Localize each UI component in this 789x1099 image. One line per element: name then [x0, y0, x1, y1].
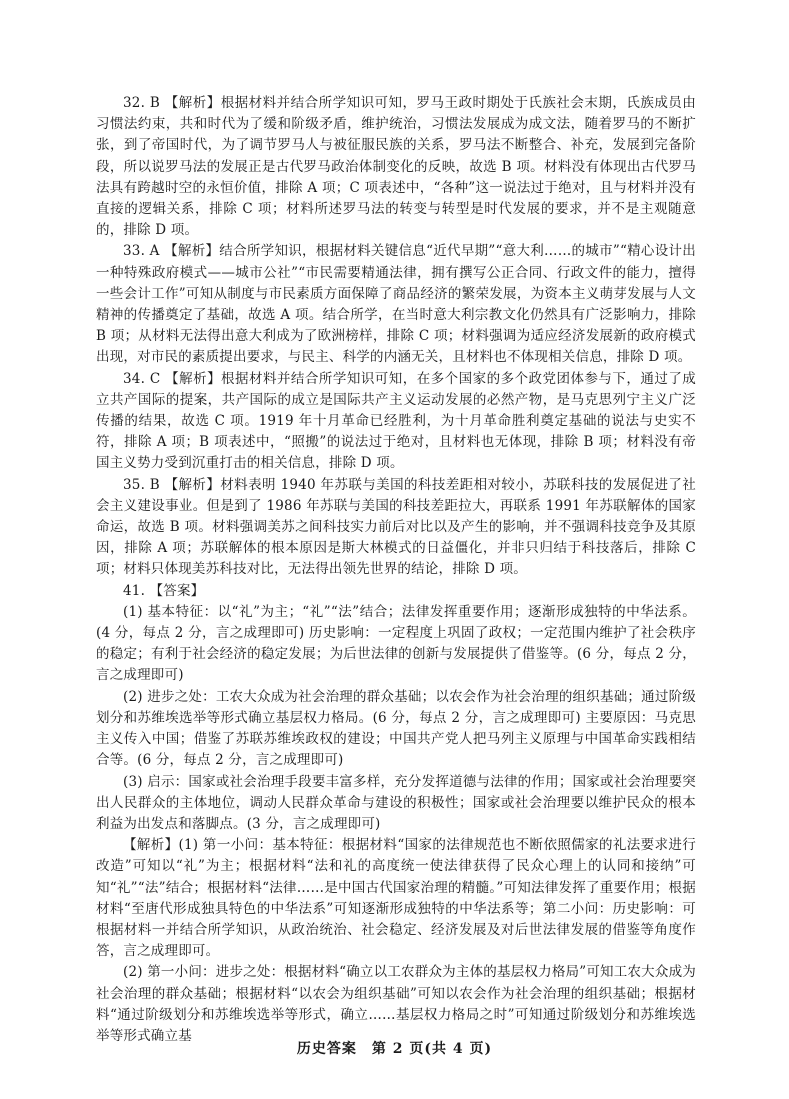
analysis-41-part-2: (2) 第一小问：进步之处：根据材料“确立以工农群众为主体的基层权力格局”可知工农大众成为社会治理的群众基础；根据材料“以农会为组织基础”可知以农会作为社会治理的组织基础；根据材料“通过阶级划分和苏维埃选举等形式，确立……基层权力格局之时”可知通过阶级划分和苏维埃选举等形式确立基	[96, 964, 696, 1044]
answer-35: 35. B 【解析】材料表明 1940 年苏联与美国的科技差距相对较小，苏联科技的发展促进了社会主义建设事业。但是到了 1986 年苏联与美国的科技差距拉大，再联系 1991 年苏联解体的国家命运，故选 B 项。材料强调美苏之间科技实力前后对比以及产生的影响，并不强调科技竞争及其原因，排除 A 项；苏联解体的根本原因是斯大林模式的日益僵化，并非只归结于科技落后，排除 C 项；材料只体现美苏科技对比，无法得出领先世界的结论，排除 D 项。	[96, 476, 696, 578]
page-footer: 历史答案 第 2 页(共 4 页)	[296, 1041, 493, 1057]
answer-41-heading: 41. 【答案】	[123, 582, 205, 599]
answer-41-part-2: (2) 进步之处：工农大众成为社会治理的群众基础；以农会作为社会治理的组织基础；通过阶级划分和苏维埃选举等形式确立基层权力格局。(6 分，每点 2 分，言之成理即可) 主要原因：马克思主义传入中国；借鉴了苏联苏维埃政权的建设；中国共产党人把马列主义原理与中国革命实践相结合等。(6 分，每点 2 分，言之成理即可)	[96, 688, 696, 769]
answer-page	[96, 93, 696, 1047]
answer-41-part-1: (1) 基本特征：以“礼”为主；“礼”“法”结合；法律发挥重要作用；逐渐形成独特的中华法系。(4 分，每点 2 分，言之成理即可) 历史影响：一定程度上巩固了政权；一定范围内维护了社会秩序的稳定；有利于社会经济的稳定发展；为后世法律的创新与发展提供了借鉴等。(6 分，每点 2 分，言之成理即可)	[96, 603, 696, 684]
answer-34: 34. C 【解析】根据材料并结合所学知识可知，在多个国家的多个政党团体参与下，通过了成立共产国际的提案，共产国际的成立是国际共产主义运动发展的必然产物，是马克思列宁主义广泛传播的结果，故选 C 项。1919 年十月革命已经胜利，为十月革命胜利奠定基础的说法与史实不符，排除 A 项；B 项表述中，“照搬”的说法过于绝对，且材料也无体现，排除 B 项；材料没有帝国主义势力受到沉重打击的相关信息，排除 D 项。	[96, 370, 696, 472]
analysis-41-part-1: 【解析】(1) 第一小问：基本特征：根据材料“国家的法律规范也不断依照儒家的礼法要求进行改造”可知以“礼”为主；根据材料“法和礼的高度统一使法律获得了民众心理上的认同和接纳”可知“礼”“法”结合；根据材料“法律……是中国古代国家治理的精髓。”可知法律发挥了重要作用；根据材料“至唐代形成独具特色的中华法系”可知逐渐形成独特的中华法系等；第二小问：历史影响：可根据材料一并结合所学知识，从政治统治、社会稳定、经济发展及对后世法律发展的借鉴等角度作答，言之成理即可。	[96, 837, 696, 960]
answer-41-part-3: (3) 启示：国家或社会治理手段要丰富多样，充分发挥道德与法律的作用；国家或社会治理要突出人民群众的主体地位，调动人民群众革命与建设的积极性；国家或社会治理要以维护民众的根本利益为出发点和落脚点。(3 分，言之成理即可)	[96, 773, 696, 832]
answer-33: 33. A 【解析】结合所学知识，根据材料关键信息“近代早期”“意大利……的城市”“精心设计出一种特殊政府模式——城市公社”“市民需要精通法律，拥有撰写公正合同、行政文件的能力，擅得一些会计工作”可知从制度与市民素质方面保障了商品经济的繁荣发展，为资本主义萌芽发展与人文精神的传播奠定了基础，故选 A 项。结合所学，在当时意大利宗教文化仍然具有广泛影响力，排除 B 项；从材料无法得出意大利成为了欧洲榜样，排除 C 项；材料强调为适应经济发展新的政府模式出现，对市民的素质提出要求，与民主、科学的内涵无关，且材料也不体现相关信息，排除 D 项。	[96, 243, 696, 366]
answer-32: 32. B 【解析】根据材料并结合所学知识可知，罗马王政时期处于氏族社会末期，氏族成员由习惯法约束，共和时代为了缓和阶级矛盾，维护统治，习惯法发展成为成文法，随着罗马的不断扩张，到了帝国时代，为了调节罗马人与被征服民族的关系，罗马法不断整合、补充，发展到完备阶段，所以说罗马法的发展正是古代罗马政治体制变化的反映，故选 B 项。材料没有体现出古代罗马法具有跨越时空的永恒价值，排除 A 项；C 项表述中，“各种”这一说法过于绝对，且与材料并没有直接的逻辑关系，排除 C 项；材料所述罗马法的转变与转型是时代发展的要求，并不是主观随意的，排除 D 项。	[96, 95, 696, 239]
